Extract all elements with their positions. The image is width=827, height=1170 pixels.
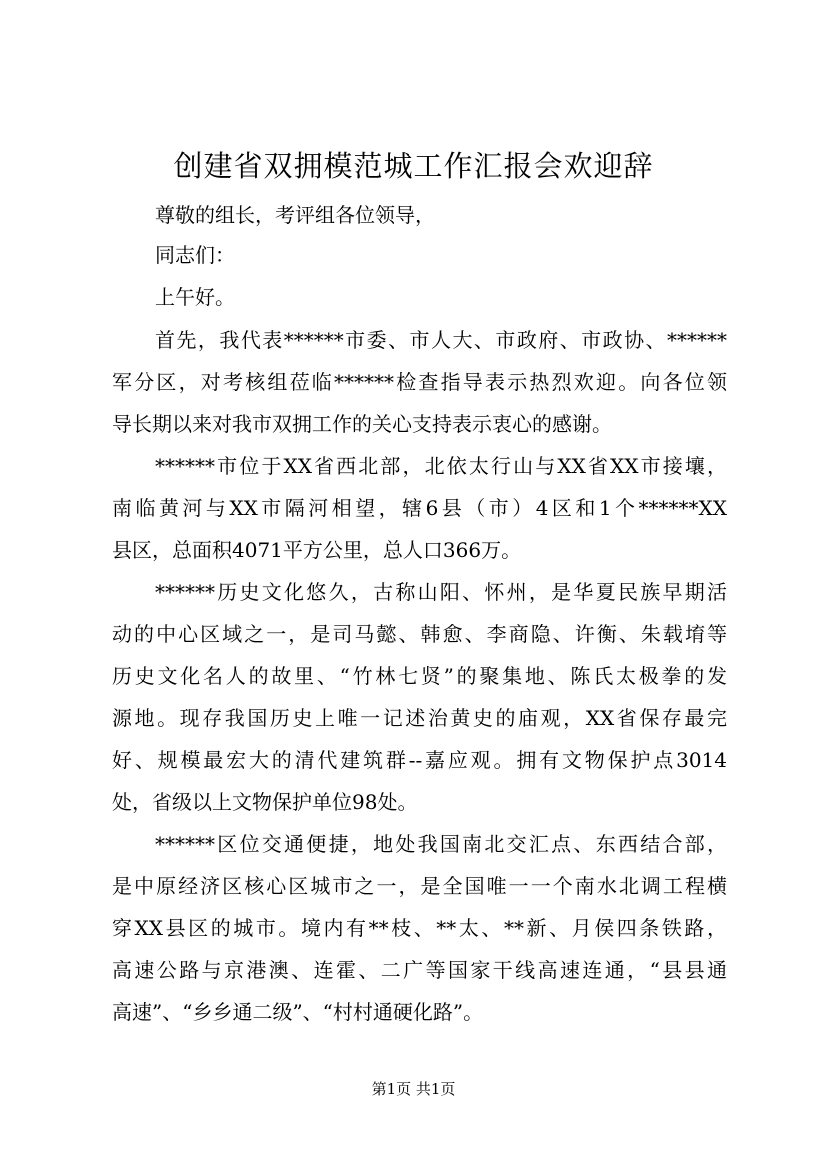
text-line: 源地。现存我国历史上唯一记述治黄史的庙观，XX省保存最完	[112, 706, 727, 730]
text-line: 导长期以来对我市双拥工作的关心支持表示衷心的感谢。	[112, 412, 612, 436]
text-line: 军分区，对考核组莅临******检查指导表示热烈欢迎。向各位领	[112, 370, 727, 394]
text-line: 南临黄河与XX市隔河相望，辖6县（市）4区和1个******XX	[112, 496, 727, 520]
text-line: 高速”、“乡乡通二级”、“村村通硬化路”。	[112, 1000, 484, 1024]
text-line: 是中原经济区核心区城市之一，是全国唯一一个南水北调工程横	[112, 874, 727, 898]
text-line: 动的中心区域之一，是司马懿、韩愈、李商隐、许衡、朱载堉等	[112, 622, 727, 646]
text-line: ******市位于XX省西北部，北依太行山与XX省XX市接壤，	[155, 454, 727, 478]
text-line: 高速公路与京港澳、连霍、二广等国家干线高速连通，“县县通	[112, 958, 727, 982]
text-line: 上午好。	[155, 285, 235, 309]
text-line: 尊敬的组长，考评组各位领导，	[155, 203, 435, 227]
text-line: ******历史文化悠久，古称山阳、怀州，是华夏民族早期活	[155, 580, 727, 604]
document-title: 创建省双拥模范城工作汇报会欢迎辞	[173, 149, 654, 183]
text-line: 穿XX县区的城市。境内有**枝、**太、**新、月侯四条铁路，	[112, 916, 727, 940]
text-line: 处，省级以上文物保护单位98处。	[112, 790, 418, 814]
text-line: 好、规模最宏大的清代建筑群--嘉应观。拥有文物保护点3014	[112, 748, 727, 772]
text-line: ******区位交通便捷，地处我国南北交汇点、东西结合部，	[155, 832, 727, 856]
text-line: 同志们：	[155, 243, 235, 267]
page-number-footer: 第1页 共1页	[371, 1080, 456, 1098]
text-line: 首先，我代表******市委、市人大、市政府、市政协、******	[155, 328, 727, 352]
text-line: 县区，总面积4071平方公里，总人口366万。	[112, 538, 522, 562]
text-line: 历史文化名人的故里、“竹林七贤”的聚集地、陈氏太极拳的发	[112, 664, 727, 688]
